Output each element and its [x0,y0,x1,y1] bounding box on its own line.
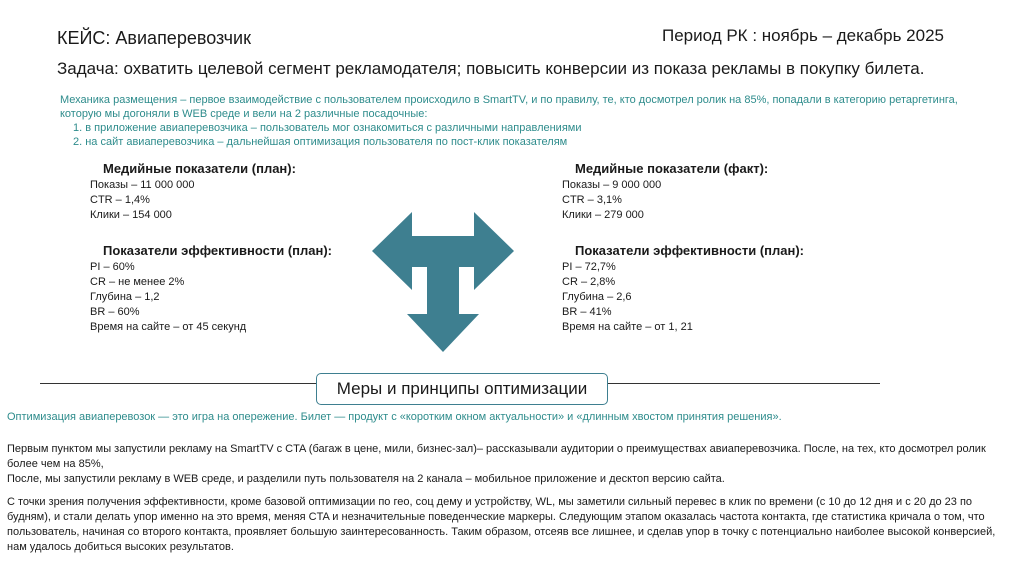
optimization-paragraph: Первым пунктом мы запустили рекламу на SmartTV с CTA (багаж в цене, мили, бизнес-зал)– рассказывали аудитории о преимуществах авиаперевозчика. После, на тех, кто досмотрел ролик более чем на 85%, [7,443,986,470]
placement-mechanics [60,93,960,149]
media-plan-line: Клики – 154 000 [90,209,172,221]
efficiency-fact-line: BR – 41% [562,306,612,318]
media-fact-line: Клики – 279 000 [562,209,644,221]
optimization-intro: Оптимизация авиаперевозок — это игра на опережение. Билет — продукт с «коротким окном актуальности» и «длинным хвостом принятия решения». [7,411,782,423]
media-fact-line: Показы – 9 000 000 [562,179,662,191]
case-title: КЕЙС: Авиаперевозчик [57,28,251,48]
efficiency-plan-line: PI – 60% [90,261,135,273]
optimization-paragraph: После, мы запустили рекламу в WEB среде, и разделили путь пользователя на 2 канала – мобильное приложение и десктоп версию сайта. [7,473,725,485]
efficiency-fact-line: Глубина – 2,6 [562,291,632,303]
mechanics-intro: Механика размещения – первое взаимодействие с пользователем происходило в SmartTV, и по правилу, те, кто досмотрел ролик на 85%, попадали в категорию ретаргетинга, которую мы догоняли в WEB среде и вели на 2 различные посадочные: [60,94,958,120]
mechanics-item: 2. на сайт авиаперевозчика – дальнейшая оптимизация пользователя по пост-клик показателям [73,136,568,148]
media-fact-line: CTR – 3,1% [562,194,622,206]
efficiency-fact-list [562,260,693,335]
efficiency-fact-line: CR – 2,8% [562,276,616,288]
efficiency-fact-line: PI – 72,7% [562,261,616,273]
efficiency-plan-line: Глубина – 1,2 [90,291,160,303]
campaign-period: Период РК : ноябрь – декабрь 2025 [662,26,944,45]
task-statement: Задача: охватить целевой сегмент рекламодателя; повысить конверсии из показа рекламы в покупку билета. [57,59,925,78]
media-fact-title: Медийные показатели (факт): [575,161,769,176]
three-way-arrow-icon [370,210,516,354]
media-plan-list [90,178,195,223]
media-plan-line: CTR – 1,4% [90,194,150,206]
efficiency-plan-line: BR – 60% [90,306,140,318]
media-plan-title: Медийные показатели (план): [103,161,296,176]
media-plan-line: Показы – 11 000 000 [90,179,195,191]
efficiency-plan-list [90,260,246,335]
efficiency-plan-line: Время на сайте – от 45 секунд [90,321,247,333]
optimization-body [7,442,1017,555]
media-fact-list [562,178,661,223]
efficiency-fact-title: Показатели эффективности (план): [575,243,805,258]
efficiency-plan-line: CR – не менее 2% [90,276,185,288]
efficiency-plan-title: Показатели эффективности (план): [103,243,333,258]
measures-heading: Меры и принципы оптимизации [316,373,608,405]
optimization-paragraph: С точки зрения получения эффективности, кроме базовой оптимизации по гео, соц дему и устройству, WL, мы заметили сильный перевес в клик по времени (с 10 до 12 дня и с 20 до 23 по будням), и стали делать упор именно на это время, меняя CTA и незначительные поведенческие маркеры. Следующим этапом оказалась частота контакта, где статистика кричала о том, что пользователь, начиная со второго контакта, проявляет большую заинтересованность. Таким образом, отсеяв все лишнее, и сделав упор в точку с потенциально наиболее высокой конверсией, нам удалось добиться высоких результатов. [7,496,996,553]
mechanics-item: 1. в приложение авиаперевозчика – пользователь мог ознакомиться с различными направлениями [73,122,582,134]
efficiency-fact-line: Время на сайте – от 1, 21 [562,321,693,333]
